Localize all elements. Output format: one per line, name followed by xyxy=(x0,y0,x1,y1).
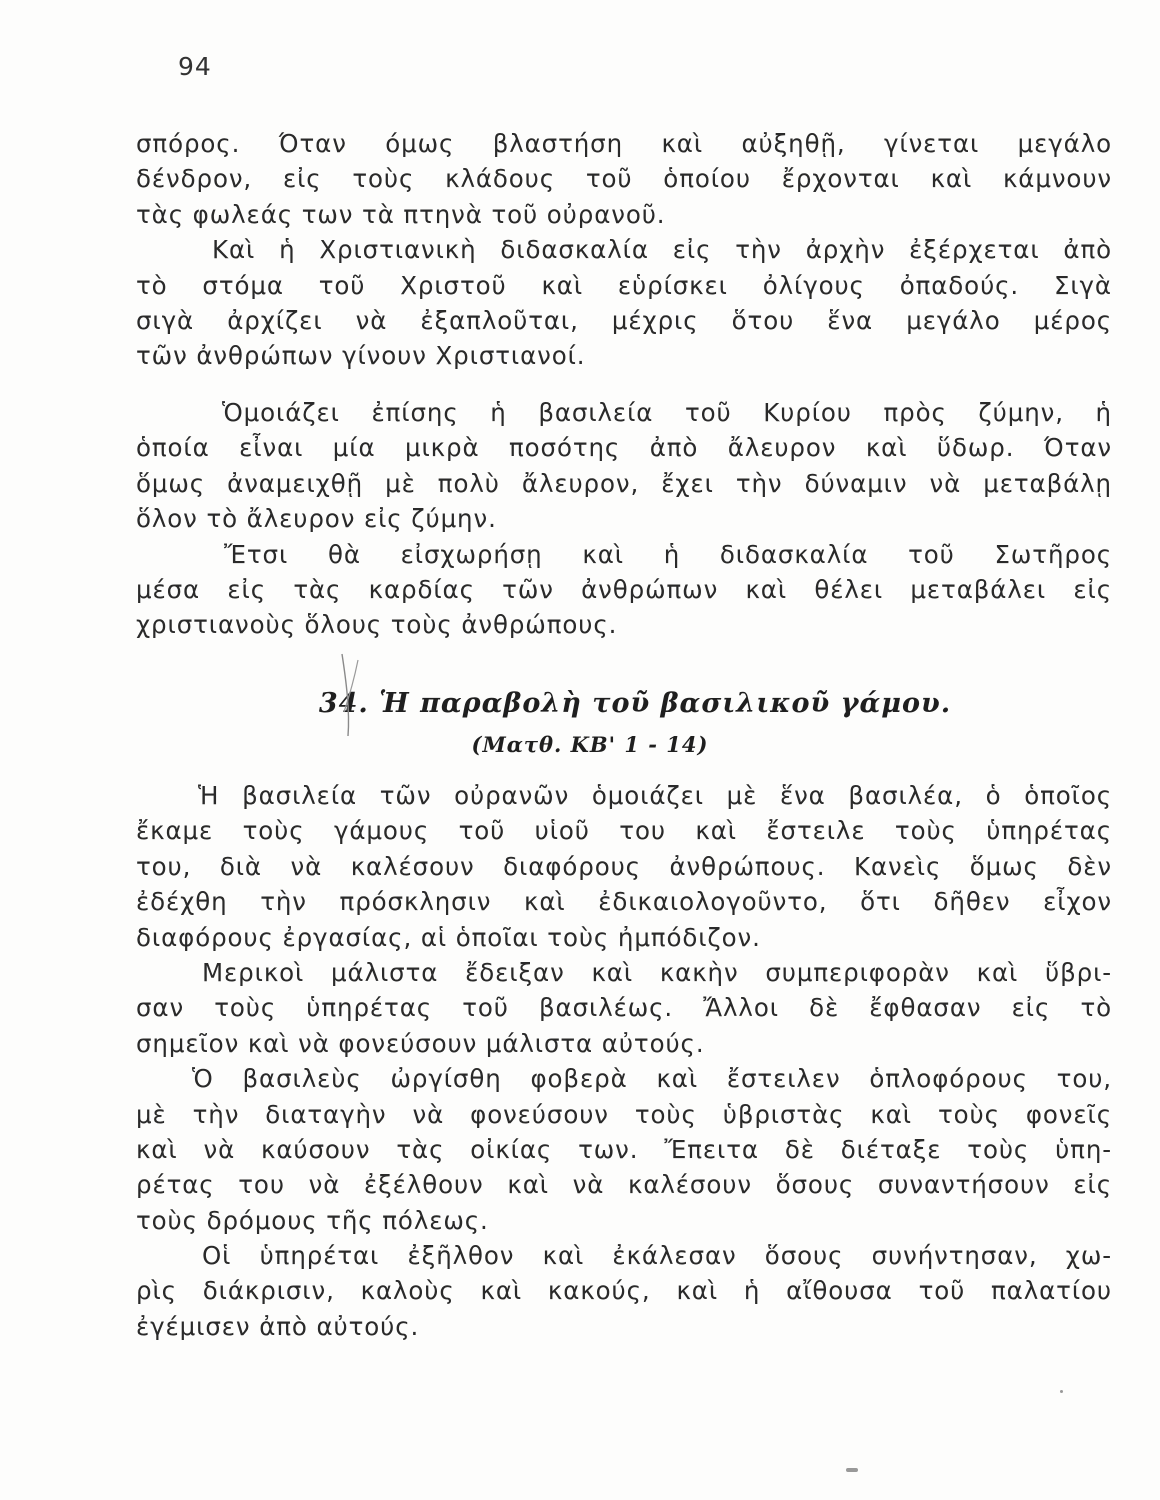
text-line: σαν τοὺς ὑπηρέτας τοῦ βασιλέως. Ἄλλοι δὲ ἔφθασαν εἰς τὸ xyxy=(136,993,1112,1023)
text-line: Οἱ ὑπηρέται ἐξῆλθον καὶ ἐκάλεσαν ὅσους συνήντησαν, χω- xyxy=(202,1241,1112,1271)
scan-speck xyxy=(1060,1390,1063,1393)
scan-speck xyxy=(846,1468,858,1472)
text-line: ρὶς διάκρισιν, καλοὺς καὶ κακούς, καὶ ἡ αἴθουσα τοῦ παλατίου xyxy=(136,1276,1112,1306)
text-line: τὸ στόμα τοῦ Χριστοῦ καὶ εὑρίσκει ὀλίγους ὀπαδούς. Σιγὰ xyxy=(136,270,1112,300)
page-number: 94 xyxy=(178,52,212,81)
text-line: ἔκαμε τοὺς γάμους τοῦ υἱοῦ του καὶ ἔστειλε τοὺς ὑπηρέτας xyxy=(136,816,1112,846)
text-line: τοὺς δρόμους τῆς πόλεως. xyxy=(136,1205,489,1235)
paragraph-block-leaven xyxy=(136,395,1112,643)
text-line: μὲ τὴν διαταγὴν νὰ φονεύσουν τοὺς ὑβριστὰς καὶ τοὺς φονεῖς xyxy=(136,1099,1112,1129)
text-line: Ἔτσι θὰ εἰσχωρήσῃ καὶ ἡ διδασκαλία τοῦ Σωτῆρος xyxy=(224,539,1112,569)
text-line: Ὁμοιάζει ἐπίσης ἡ βασιλεία τοῦ Κυρίου πρὸς ζύμην, ἡ xyxy=(222,398,1112,427)
text-line: ἐγέμισεν ἀπὸ αὐτούς. xyxy=(136,1311,420,1341)
text-line: τῶν ἀνθρώπων γίνουν Χριστιανοί. xyxy=(136,341,586,371)
paragraph-block-mustard-seed xyxy=(136,126,1112,374)
paragraph-block-royal-wedding xyxy=(136,778,1112,1344)
section-title: 34. Ἡ παραβολὴ τοῦ βασιλικοῦ γάμου. xyxy=(318,688,952,719)
text-line: ὅμως ἀναμειχθῇ μὲ πολὺ ἄλευρον, ἔχει τὴν δύναμιν νὰ μεταβάλῃ xyxy=(136,468,1112,498)
text-line: ρέτας του νὰ ἐξέλθουν καὶ νὰ καλέσουν ὅσους συναντήσουν εἰς xyxy=(136,1170,1112,1200)
text-line: χριστιανοὺς ὅλους τοὺς ἀνθρώπους. xyxy=(136,610,618,640)
text-line: του, διὰ νὰ καλέσουν διαφόρους ἀνθρώπους. Κανεὶς ὅμως δὲν xyxy=(136,851,1112,881)
text-line: σπόρος. Όταν όμως βλαστήση καὶ αὐξηθῇ, γίνεται μεγάλο xyxy=(136,129,1112,158)
text-line: σημεῖον καὶ νὰ φονεύσουν μάλιστα αὐτούς. xyxy=(136,1028,705,1058)
text-line: τὰς φωλεάς των τὰ πτηνὰ τοῦ οὐρανοῦ. xyxy=(136,199,666,229)
text-line: διαφόρους ἐργασίας, αἱ ὁποῖαι τοὺς ἠμπόδιζον. xyxy=(136,922,761,952)
text-line: ἐδέχθη τὴν πρόσκλησιν καὶ ἐδικαιολογοῦντο, ὅτι δῆθεν εἶχον xyxy=(136,887,1112,917)
text-line: Ἡ βασιλεία τῶν οὐρανῶν ὁμοιάζει μὲ ἕνα βασιλέα, ὁ ὁποῖος xyxy=(198,781,1112,810)
text-line: μέσα εἰς τὰς καρδίας τῶν ἀνθρώπων καὶ θέλει μεταβάλει εἰς xyxy=(136,574,1112,604)
pencil-mark-icon xyxy=(336,650,376,740)
text-line: σιγὰ ἀρχίζει νὰ ἐξαπλοῦται, μέχρις ὅτου ἕνα μεγάλο μέρος xyxy=(136,305,1112,335)
text-line: Καὶ ἡ Χριστιανικὴ διδασκαλία εἰς τὴν ἀρχὴν ἐξέρχεται ἀπὸ xyxy=(212,235,1112,265)
text-line: Μερικοὶ μάλιστα ἔδειξαν καὶ κακὴν συμπεριφορὰν καὶ ὕβρι- xyxy=(202,957,1112,987)
text-line: Ὁ βασιλεὺς ὠργίσθη φοβερὰ καὶ ἔστειλεν ὁπλοφόρους του, xyxy=(192,1064,1112,1094)
text-line: καὶ νὰ καύσουν τὰς οἰκίας των. Ἔπειτα δὲ διέταξε τοὺς ὑπη- xyxy=(136,1134,1112,1164)
text-line: ὅλον τὸ ἄλευρον εἰς ζύμην. xyxy=(136,504,497,534)
text-line: δένδρον, εἰς τοὺς κλάδους τοῦ ὁποίου ἔρχονται καὶ κάμνουν xyxy=(136,164,1112,194)
scripture-reference: (Ματθ. ΚΒ' 1 - 14) xyxy=(471,732,709,757)
text-line: ὁποία εἶναι μία μικρὰ ποσότης ἀπὸ ἄλευρον καὶ ὕδωρ. Όταν xyxy=(136,433,1112,463)
